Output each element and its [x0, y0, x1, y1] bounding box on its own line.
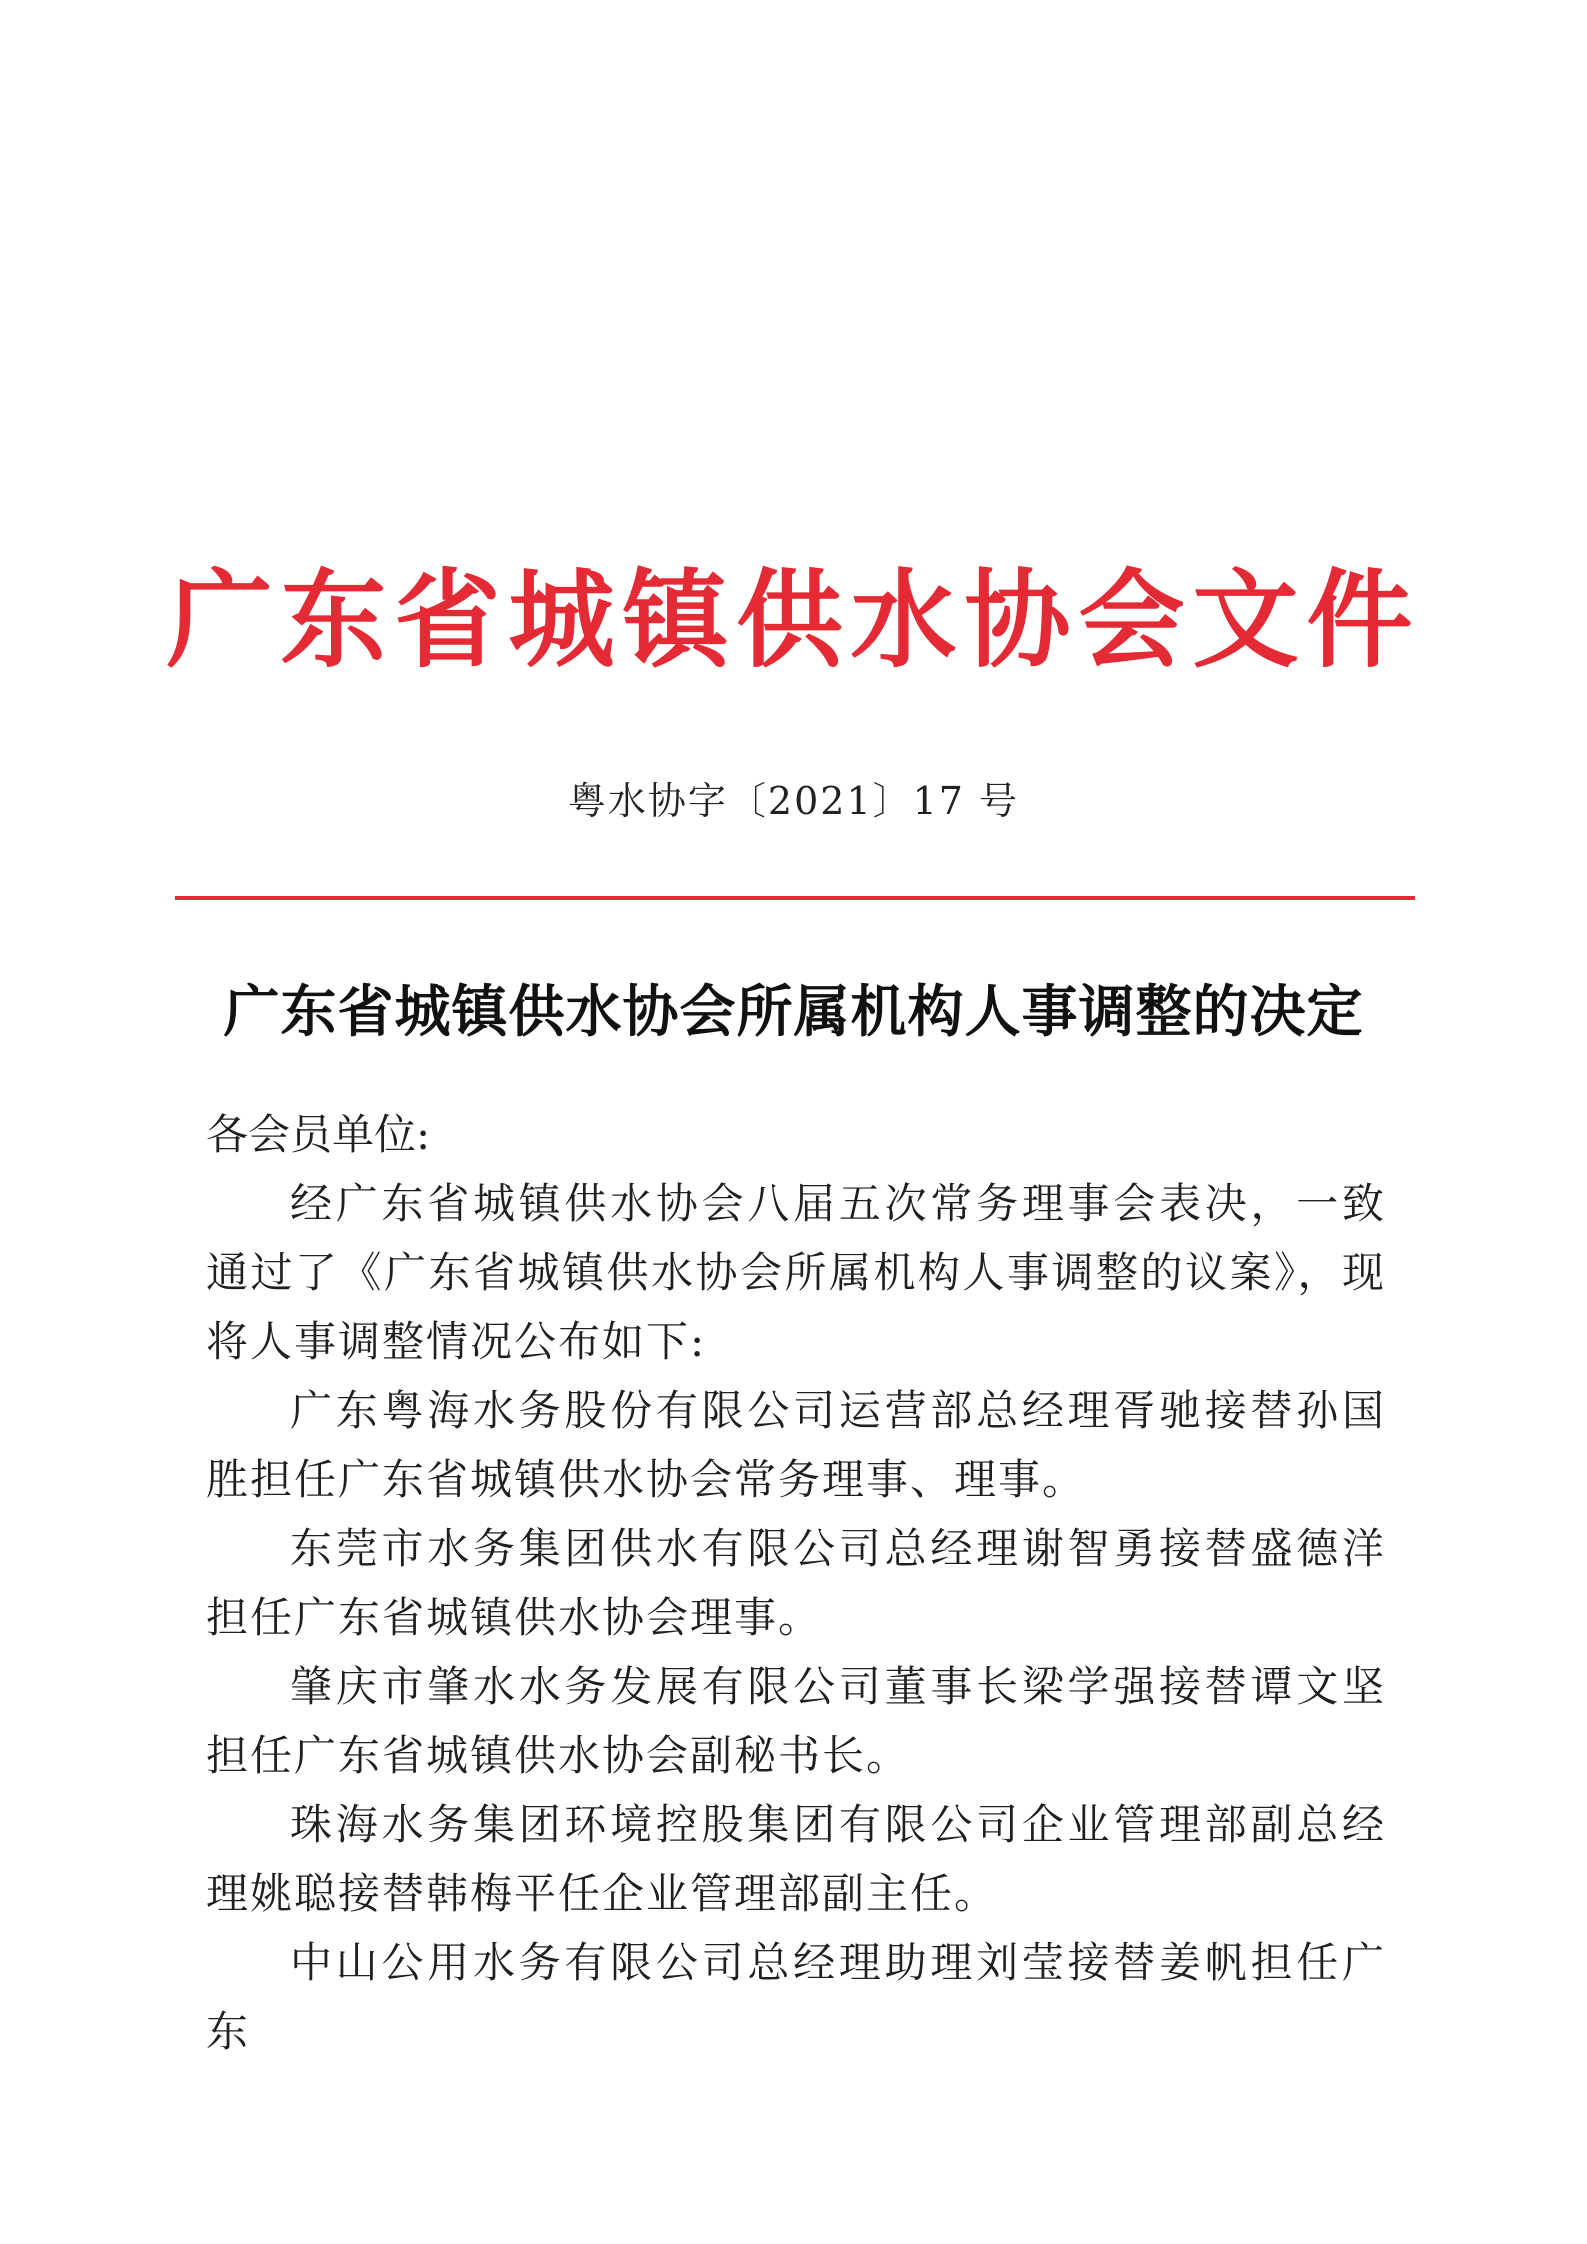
salutation: 各会员单位:	[206, 1110, 431, 1159]
masthead-title: 广东省城镇供水协会文件	[166, 557, 1421, 682]
paragraph-appointment-2: 东莞市水务集团供水有限公司总经理谢智勇接替盛德洋担任广东省城镇供水协会理事。	[206, 1524, 1386, 1642]
paragraph-appointment-1: 广东粤海水务股份有限公司运营部总经理胥驰接替孙国胜担任广东省城镇供水协会常务理事、理事。	[206, 1386, 1386, 1504]
document-number: 粤水协字〔2021〕17 号	[567, 779, 1020, 823]
paragraph-appointment-3: 肇庆市肇水水务发展有限公司董事长梁学强接替谭文坚担任广东省城镇供水协会副秘书长。	[206, 1662, 1386, 1780]
paragraph-appointment-5: 中山公用水务有限公司总经理助理刘莹接替姜帆担任广东	[206, 1938, 1386, 2056]
red-divider-line	[175, 896, 1415, 900]
paragraph-appointment-4: 珠海水务集团环境控股集团有限公司企业管理部副总经理姚聪接替韩梅平任企业管理部副主任。	[206, 1800, 1386, 1918]
document-body	[206, 1100, 1386, 2066]
document-title: 广东省城镇供水协会所属机构人事调整的决定	[223, 980, 1364, 1045]
paragraph-intro: 经广东省城镇供水协会八届五次常务理事会表决，一致通过了《广东省城镇供水协会所属机构人事调整的议案》，现将人事调整情况公布如下:	[206, 1179, 1386, 1366]
